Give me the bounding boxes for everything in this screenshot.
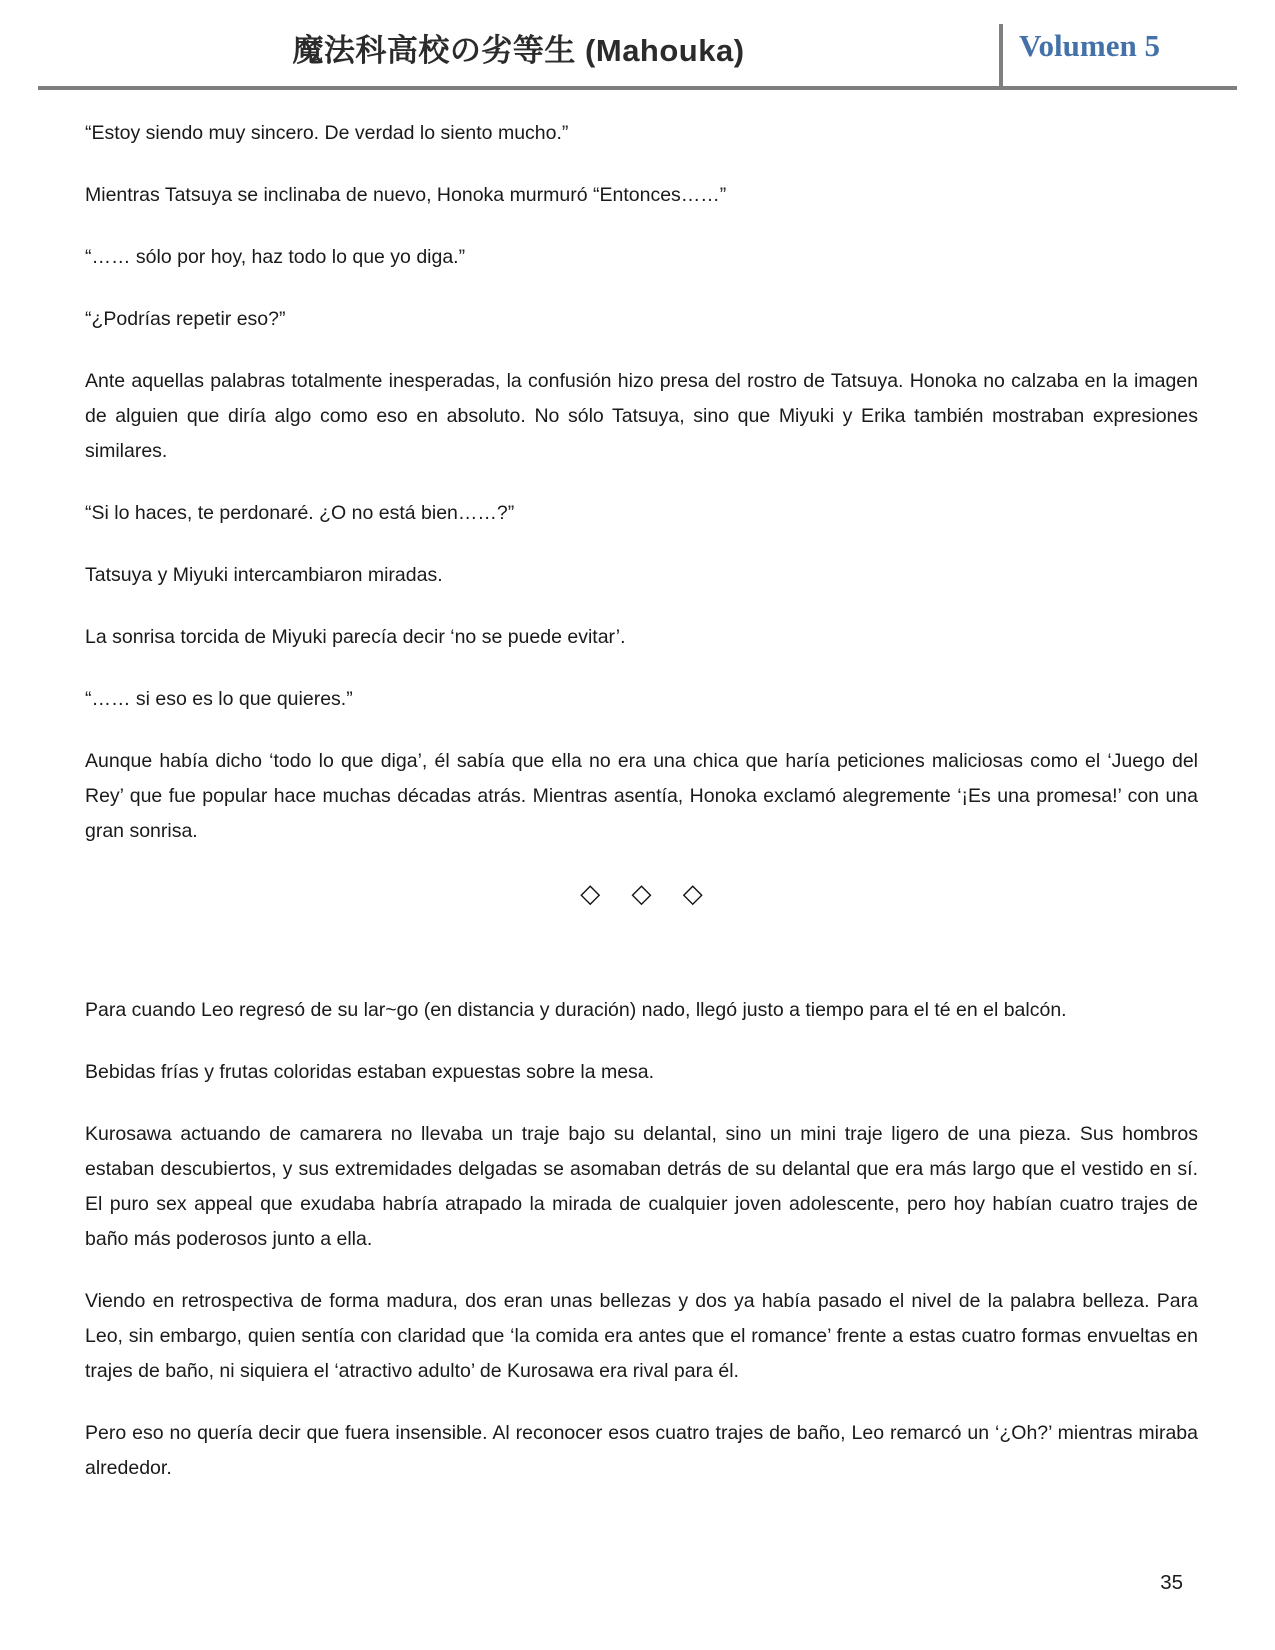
paragraph: Bebidas frías y frutas coloridas estaban expuestas sobre la mesa. [85,1061,655,1083]
paragraphs-section-2 [85,993,1198,1486]
paragraph: “Estoy siendo muy sincero. De verdad lo siento mucho.” [85,122,569,144]
paragraph: “…… sólo por hoy, haz todo lo que yo diga.” [85,246,466,268]
paragraph: “Si lo haces, te perdonaré. ¿O no está bien……?” [85,502,515,524]
paragraph: Ante aquellas palabras totalmente inesperadas, la confusión hizo presa del rostro de Tatsuya. Honoka no calzaba en la imagen de alguien que diría algo como eso en absoluto. No sólo Tatsuya, sino que Miyuki y Erika también mostraban expresiones similares. [85,370,1198,462]
paragraph: Mientras Tatsuya se inclinaba de nuevo, Honoka murmuró “Entonces……” [85,184,727,206]
paragraph: Aunque había dicho ‘todo lo que diga’, él sabía que ella no era una chica que haría peticiones maliciosas como el ‘Juego del Rey’ que fue popular hace muchas décadas atrás. Mientras asentía, Honoka exclamó alegremente ‘¡Es una promesa!’ con una gran sonrisa. [85,750,1198,842]
paragraph: Kurosawa actuando de camarera no llevaba un traje bajo su delantal, sino un mini traje ligero de una pieza. Sus hombros estaban descubiertos, y sus extremidades delgadas se asomaban detrás de su delantal que era más largo que el vestido en sí. El puro sex appeal que exudaba habría atrapado la mirada de cualquier joven adolescente, pero hoy habían cuatro trajes de baño más poderosos junto a ella. [85,1123,1198,1250]
paragraph: “…… si eso es lo que quieres.” [85,688,353,710]
paragraph: Viendo en retrospectiva de forma madura, dos eran unas bellezas y dos ya había pasado el nivel de la palabra belleza. Para Leo, sin embargo, quien sentía con claridad que ‘la comida era antes que el romance’ frente a estas cuatro formas envueltas en trajes de baño, ni siquiera el ‘atractivo adulto’ de Kurosawa era rival para él. [85,1290,1198,1382]
paragraph: Tatsuya y Miyuki intercambiaron miradas. [85,564,443,586]
book-title: 魔法科高校の劣等生 (Mahouka) [292,32,745,68]
scene-break-diamonds: ◇ ◇ ◇ [580,878,715,908]
paragraph: Pero eso no quería decir que fuera insensible. Al reconocer esos cuatro trajes de baño, Leo remarcó un ‘¿Oh?’ mientras miraba alrededor. [85,1422,1198,1479]
page-header [38,0,1237,90]
volume-label: Volumen 5 [1019,28,1160,63]
paragraph: “¿Podrías repetir eso?” [85,308,286,330]
paragraph: Para cuando Leo regresó de su lar~go (en distancia y duración) nado, llegó justo a tiempo para el té en el balcón. [85,999,1067,1021]
paragraphs-section-1 [85,116,1198,849]
page-number: 35 [1160,1571,1183,1594]
paragraph: La sonrisa torcida de Miyuki parecía decir ‘no se puede evitar’. [85,626,626,648]
page-content [0,90,1275,1486]
